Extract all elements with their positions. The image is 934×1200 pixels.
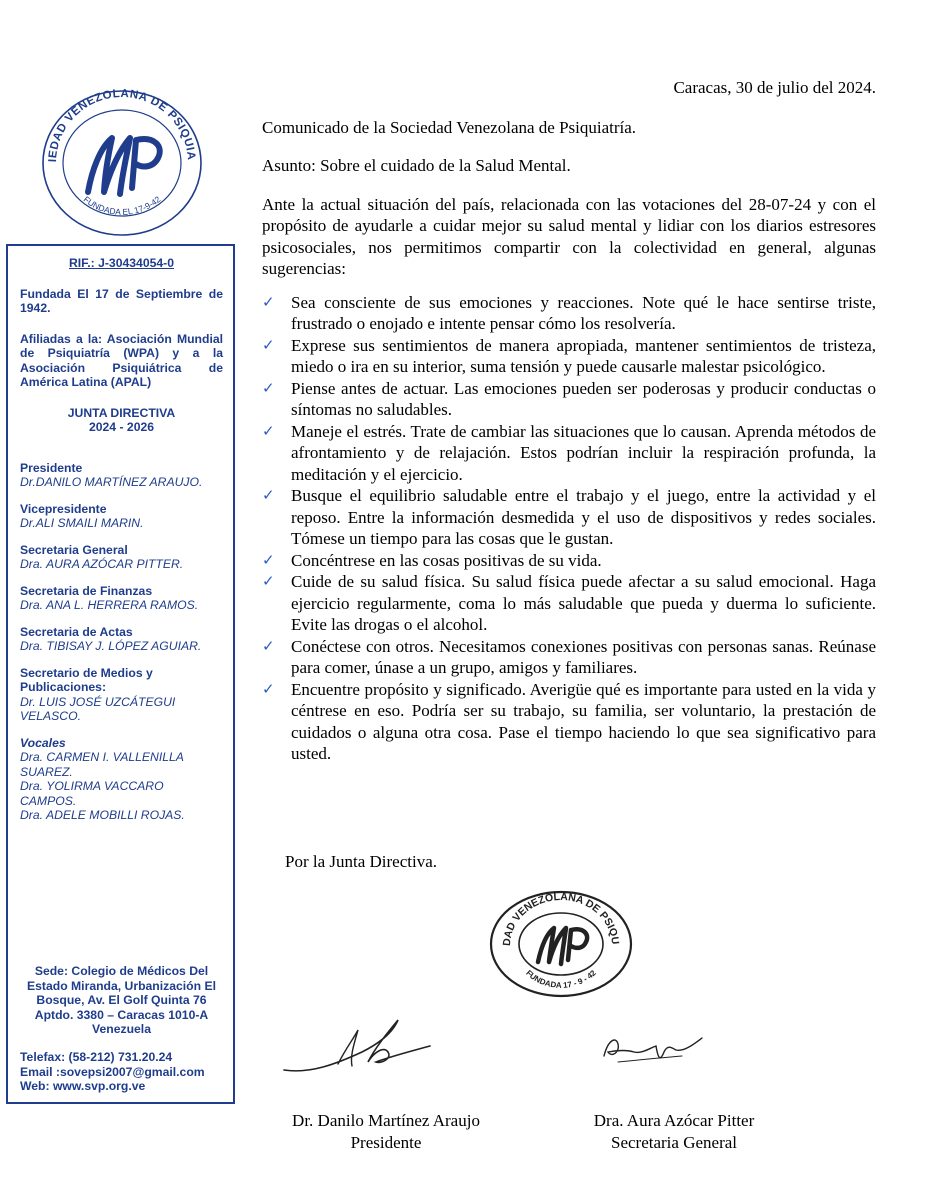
stamp-ring-text: DAD VENEZOLANA DE PSIQU: [500, 890, 622, 947]
officer-role: Secretario de Medios y Publicaciones:: [20, 665, 153, 694]
stamp-seal-graphic: [486, 888, 636, 1000]
signer-name: Dr. Danilo Martínez Araujo: [292, 1111, 480, 1130]
check-icon: ✓: [262, 292, 275, 311]
officer-role: Secretaria General: [20, 542, 128, 557]
signer-secretary: [576, 1110, 772, 1154]
sidebar-info-box: [6, 244, 235, 1104]
letter-subject: Asunto: Sobre el cuidado de la Salud Mental.: [262, 156, 571, 175]
society-logo: [22, 88, 222, 238]
signer-title: Presidente: [350, 1133, 422, 1152]
check-icon: ✓: [262, 486, 275, 504]
check-icon: ✓: [262, 550, 275, 569]
society-seal-graphic: [22, 88, 222, 238]
letter-header: Comunicado de la Sociedad Venezolana de Psiquiatría.: [262, 117, 637, 137]
headquarters-address: Sede: Colegio de Médicos Del Estado Miranda, Urbanización El Bosque, Av. El Golf Quinta 76 Aptdo. 3380 – Caracas 1010-A Venezuela: [27, 964, 216, 1036]
tip-item: [262, 292, 876, 335]
tip-text: Busque el equilibrio saludable entre el trabajo y el juego, entre la actividad y el reposo. Entre la información desmedida y el uso de dispositivos y redes sociales. Tómese un tiempo para las cosas que le gustan.: [291, 486, 876, 548]
signer-title: Secretaria General: [611, 1133, 737, 1152]
officer-general-secretary: [20, 543, 223, 572]
officer-role: Secretaria de Finanzas: [20, 583, 153, 598]
tip-item: [262, 378, 876, 421]
founded-date: Fundada El 17 de Septiembre de 1942.: [20, 286, 223, 315]
letter-intro: Ante la actual situación del país, relacionada con las votaciones del 28-07-24 y con el propósito de ayudarle a cuidar mejor su salud mental y lidiar con los diarios estresores psicosociales, nos permitimos compartir con la colectividad en general, algunas sugerencias:: [262, 194, 876, 278]
letter-closing: Por la Junta Directiva.: [285, 852, 438, 871]
tip-item: [262, 636, 876, 679]
officer-role: Vicepresidente: [20, 501, 107, 516]
officer-vicepresident: [20, 502, 223, 531]
logo-ring-text: IEDAD VENEZOLANA DE PSIQUIA: [46, 88, 197, 163]
tip-text: Cuide de su salud física. Su salud física puede afectar a su salud emocional. Haga ejercicio regularmente, coma lo más saludable que pueda y duerma lo suficiente. Evite las drogas o el alcohol.: [291, 572, 876, 634]
officer-name: Dr.ALI SMAILI MARIN.: [20, 516, 144, 530]
svg-text:FUNDADA EL 17-9-42: [82, 194, 163, 217]
officer-president: [20, 461, 223, 490]
affiliations: Afiliadas a la: Asociación Mundial de Psiquiatría (WPA) y a la Asociación Psiquiátrica de América Latina (APAL): [20, 331, 223, 389]
tip-item: [262, 421, 876, 486]
board-heading: [20, 406, 223, 435]
email: Email :sovepsi2007@gmail.com: [20, 1064, 205, 1079]
officer-role: Presidente: [20, 460, 83, 475]
officer-name: Dr.DANILO MARTÍNEZ ARAUJO.: [20, 475, 203, 489]
officer-name: Dr. LUIS JOSÉ UZCÁTEGUI VELASCO.: [20, 694, 176, 723]
officer-name: Dra. TIBISAY J. LÓPEZ AGUIAR.: [20, 639, 202, 653]
vocales-group: [20, 736, 223, 823]
check-icon: ✓: [262, 636, 275, 655]
tip-text: Concéntrese en las cosas positivas de su vida.: [291, 550, 602, 570]
tip-text: Piense antes de actuar. Las emociones pueden ser poderosas y producir conductas o síntomas no saludables.: [291, 378, 876, 419]
check-icon: ✓: [262, 572, 275, 590]
check-icon: ✓: [262, 421, 275, 440]
signer-name: Dra. Aura Azócar Pitter: [593, 1111, 755, 1130]
tip-item: [262, 550, 876, 572]
tip-text: Conéctese con otros. Necesitamos conexiones positivas con personas sanas. Reúnase para comer, únase a un grupo, amigos y familiares.: [291, 636, 876, 677]
officer-name: Dra. AURA AZÓCAR PITTER.: [20, 557, 184, 571]
logo-founded-text: FUNDADA EL 17-9-42: [81, 194, 163, 217]
signer-president: [282, 1110, 490, 1154]
officer-name: Dra. ANA L. HERRERA RAMOS.: [20, 598, 199, 612]
officer-minutes-secretary: [20, 625, 223, 654]
rif-number: RIF.: J-30434054-0: [68, 256, 174, 270]
stamp-founded-text: FUNDADA 17 - 9 - 42: [524, 968, 598, 990]
letter-body: [262, 70, 876, 765]
check-icon: ✓: [262, 335, 275, 354]
secretary-signature: [598, 1022, 708, 1072]
website: Web: www.svp.org.ve: [20, 1079, 146, 1093]
tip-item: [262, 679, 876, 765]
officer-media-secretary: [20, 666, 223, 724]
vocal-name: Dra. ADELE MOBILLI ROJAS.: [20, 808, 185, 822]
tip-text: Exprese sus sentimientos de manera apropiada, mantener sentimientos de tristeza, miedo o ira en su interior, suma tensión y puede causarle malestar psicológico.: [291, 335, 876, 376]
board-title: JUNTA DIRECTIVA: [67, 405, 176, 420]
letter-date: Caracas, 30 de julio del 2024.: [673, 78, 876, 97]
svg-text:FUNDADA 17 - 9 - 42: [524, 968, 598, 990]
tip-item: [262, 571, 876, 636]
board-period: 2024 - 2026: [88, 420, 155, 434]
official-stamp: [486, 888, 636, 1000]
tip-text: Maneje el estrés. Trate de cambiar las situaciones que lo causan. Aprenda métodos de afrontamiento y de relajación. Estos podrían incluir la respiración profunda, la meditación y el ejercicio.: [291, 421, 876, 484]
vocal-name: Dra. CARMEN I. VALLENILLA SUAREZ.: [20, 750, 184, 779]
vocales-title: Vocales: [20, 735, 66, 750]
check-icon: ✓: [262, 679, 275, 698]
tip-text: Encuentre propósito y significado. Averigüe qué es importante para usted en la vida y céntrese en eso. Podría ser su trabajo, su familia, ser voluntario, la prestación de cuidados o alguna otra cosa. Pase el tiempo haciendo lo que sea significativo para usted.: [291, 679, 876, 763]
tip-text: Sea consciente de sus emociones y reacciones. Note qué le hace sentirse triste, frustrado o enojado e intente pensar cómo los resolvería.: [291, 292, 876, 333]
contact-info: [20, 1050, 205, 1094]
vocal-name: Dra. YOLIRMA VACCARO CAMPOS.: [20, 779, 164, 808]
officer-finance-secretary: [20, 584, 223, 613]
tip-item: [262, 335, 876, 378]
telefax: Telefax: (58-212) 731.20.24: [20, 1050, 173, 1064]
president-signature: [280, 1008, 440, 1088]
tips-list: [262, 292, 876, 765]
officer-role: Secretaria de Actas: [20, 624, 133, 639]
tip-item: [262, 485, 876, 550]
check-icon: ✓: [262, 378, 275, 397]
